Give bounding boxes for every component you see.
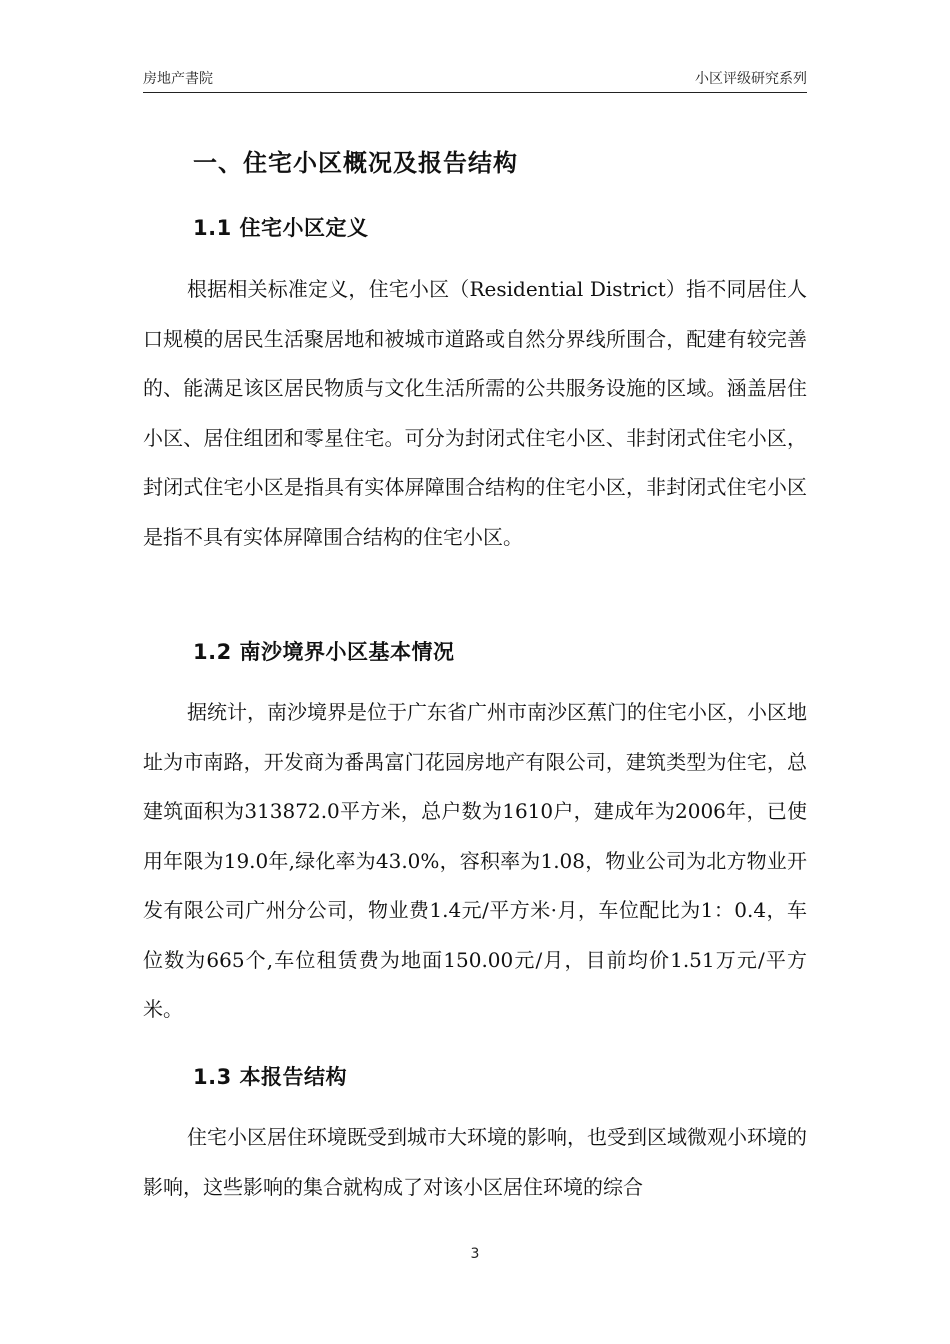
section-title: 一、住宅小区概况及报告结构 — [193, 149, 518, 177]
paragraph-report-structure: 住宅小区居住环境既受到城市大环境的影响，也受到区域微观小环境的影响，这些影响的集合就构成了对该小区居住环境的综合 — [143, 1125, 807, 1199]
header-publisher: 房地产書院 — [143, 71, 213, 87]
paragraph-definition: 根据相关标准定义，住宅小区（Residential District）指不同居住人口规模的居民生活聚居地和被城市道路或自然分界线所围合，配建有较完善的、能满足该区居民物质与文化生活所需的公共服务设施的区域。涵盖居住小区、居住组团和零星住宅。可分为封闭式住宅小区、非封闭式住宅小区，封闭式住宅小区是指具有实体屏障围合结构的住宅小区，非封闭式住宅小区是指不具有实体屏障围合结构的住宅小区。 — [143, 277, 807, 549]
header-series-title: 小区评级研究系列 — [695, 71, 807, 87]
subsection-heading-1-2: 1.2 南沙境界小区基本情况 — [193, 640, 455, 664]
subsection-heading-1-1: 1.1 住宅小区定义 — [193, 216, 369, 240]
subsection-heading-1-3: 1.3 本报告结构 — [193, 1065, 348, 1089]
page-number: 3 — [470, 1246, 480, 1262]
page-header — [143, 66, 807, 93]
paragraph-basic-info: 据统计，南沙境界是位于广东省广州市南沙区蕉门的住宅小区，小区地址为市南路，开发商为番禺富门花园房地产有限公司，建筑类型为住宅，总建筑面积为313872.0平方米，总户数为1610户，建成年为2006年，已使用年限为19.0年,绿化率为43.0%，容积率为1.08，物业公司为北方物业开发有限公司广州分公司，物业费1.4元/平方米·月，车位配比为1：0.4，车位数为665个,车位租赁费为地面150.00元/月，目前均价1.51万元/平方米。 — [143, 700, 807, 1021]
